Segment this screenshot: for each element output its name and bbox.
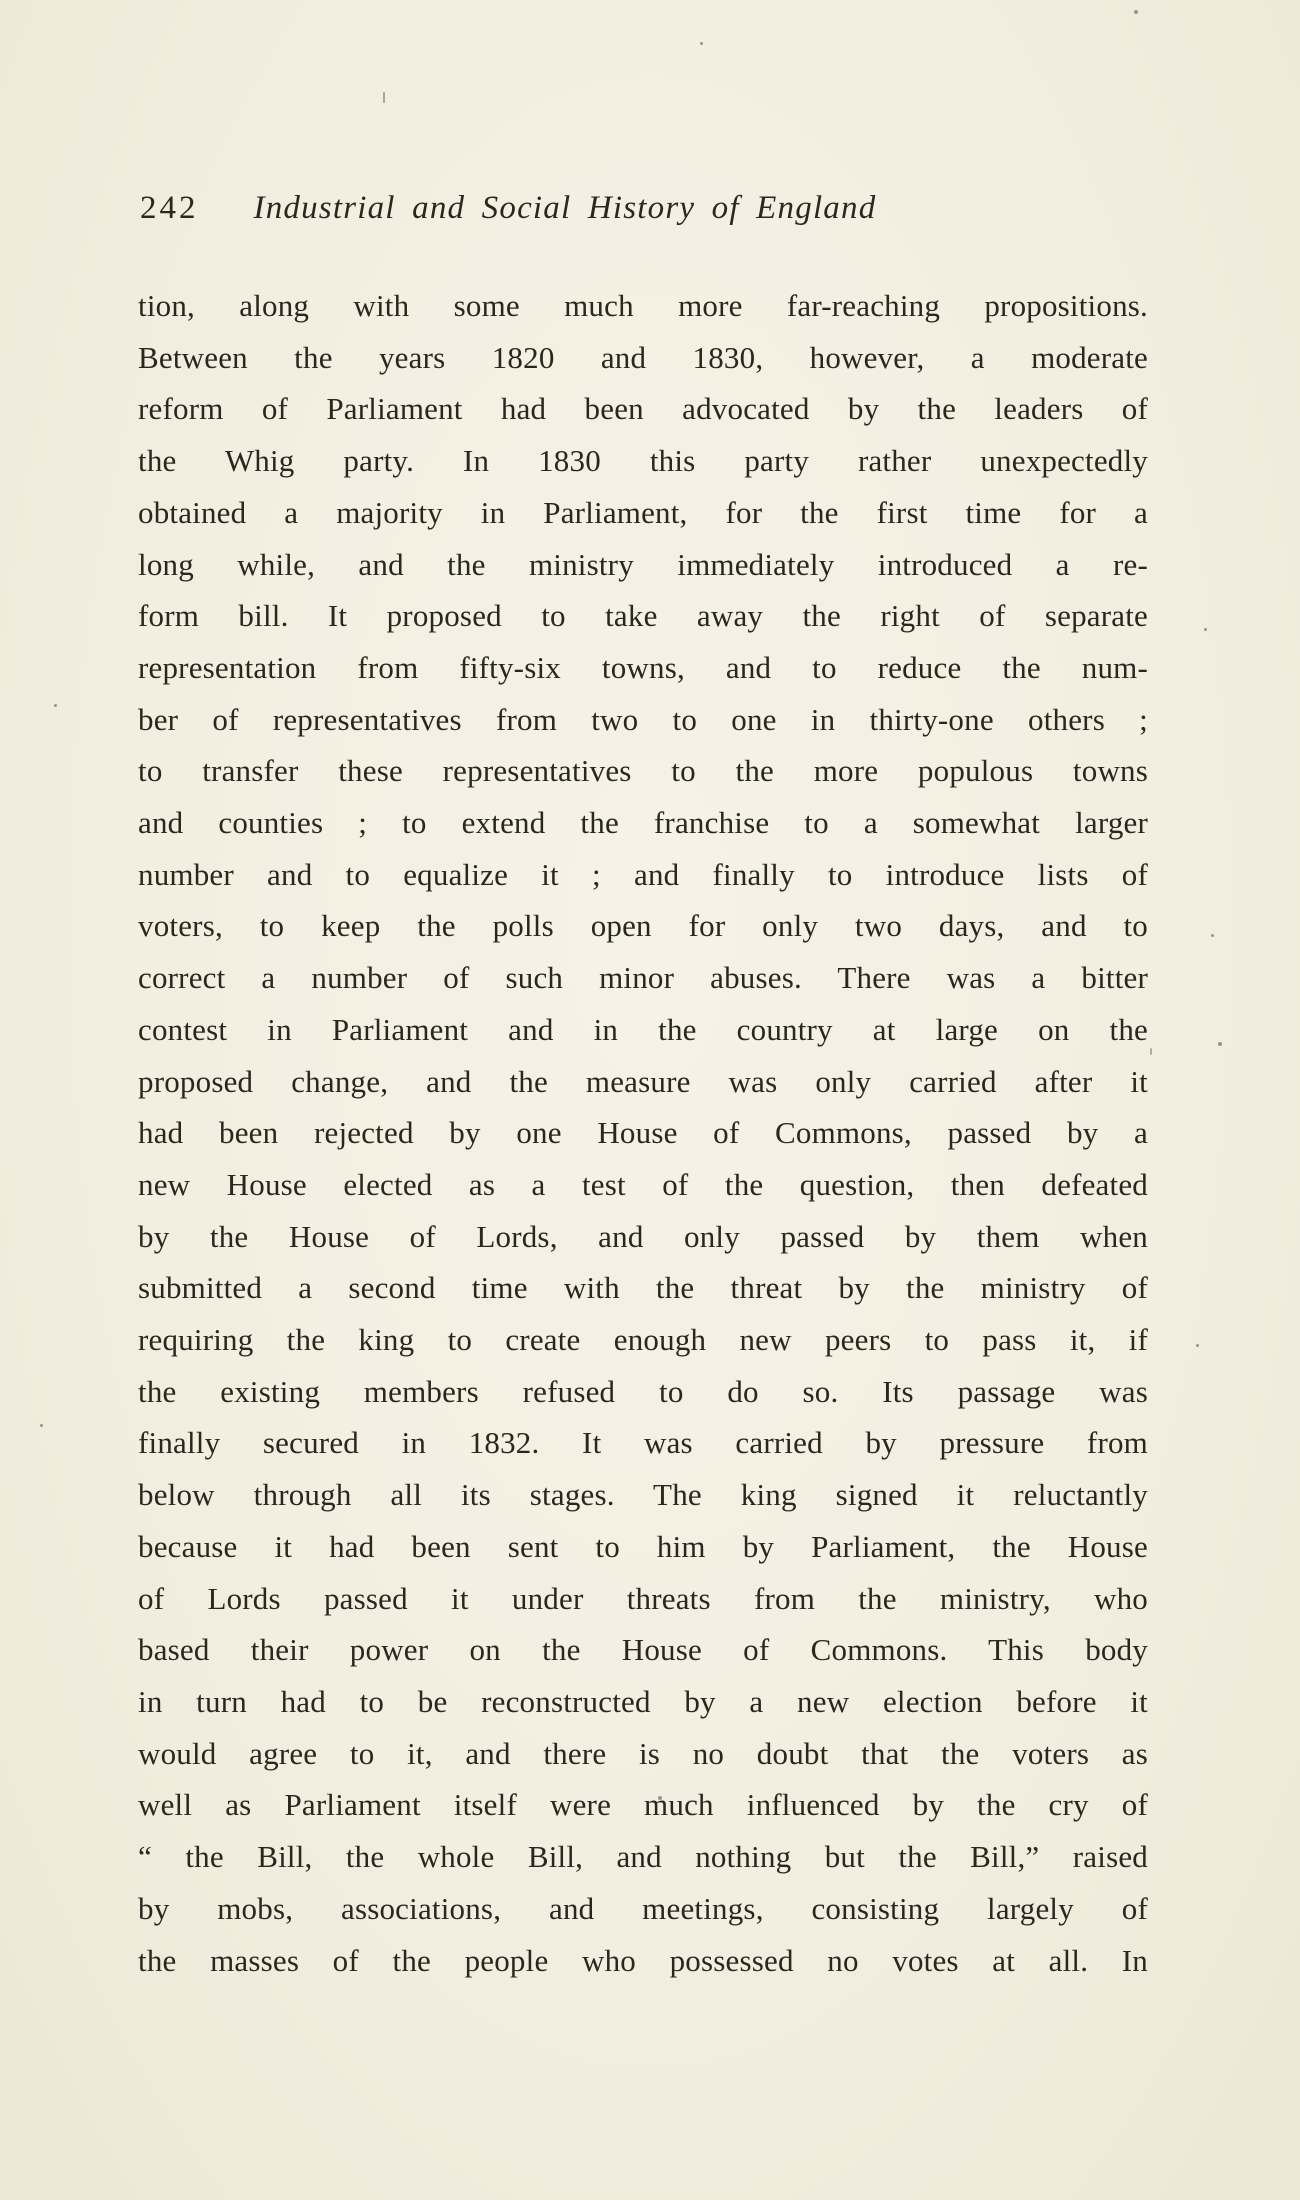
text-line: new House elected as a test of the question, then defeated: [138, 1166, 1148, 1202]
scan-speck: [1218, 1042, 1222, 1046]
scan-speck: [1150, 1048, 1152, 1055]
scan-speck: [383, 92, 385, 103]
text-line: long while, and the ministry immediately introduced a re-: [138, 546, 1148, 582]
text-line: the Whig party. In 1830 this party rather unexpectedly: [138, 443, 1148, 479]
text-line: reform of Parliament had been advocated by the leaders of: [138, 391, 1148, 427]
text-line: in turn had to be reconstructed by a new election before it: [138, 1683, 1148, 1719]
text-line: ber of representatives from two to one in thirty-one others ;: [138, 701, 1148, 737]
text-line: based their power on the House of Commons. This body: [138, 1632, 1148, 1668]
text-line: had been rejected by one House of Commons, passed by a: [138, 1115, 1148, 1151]
text-line: voters, to keep the polls open for only two days, and to: [138, 908, 1148, 944]
page-number: 242: [140, 190, 199, 226]
running-header: [140, 190, 1145, 227]
scan-speck: [40, 1424, 43, 1427]
text-line: form bill. It proposed to take away the right of separate: [138, 598, 1148, 634]
text-line: proposed change, and the measure was only carried after it: [138, 1063, 1148, 1099]
scan-speck: [700, 42, 703, 45]
scan-speck: [1134, 10, 1138, 14]
text-line: representation from fifty-six towns, and to reduce the num-: [138, 649, 1148, 685]
text-line: number and to equalize it ; and finally to introduce lists of: [138, 856, 1148, 892]
text-line: the existing members refused to do so. Its passage was: [138, 1373, 1148, 1409]
text-line: below through all its stages. The king signed it reluctantly: [138, 1477, 1148, 1513]
text-line: “ the Bill, the whole Bill, and nothing but the Bill,” raised: [138, 1839, 1148, 1875]
scan-speck: [54, 704, 57, 707]
text-line: because it had been sent to him by Parliament, the House: [138, 1528, 1148, 1564]
text-line: would agree to it, and there is no doubt that the voters as: [138, 1735, 1148, 1771]
running-title: Industrial and Social History of England: [253, 190, 877, 226]
text-line: Between the years 1820 and 1830, however, a moderate: [138, 339, 1148, 375]
text-line: well as Parliament itself were much influenced by the cry of: [138, 1787, 1148, 1823]
text-line: by mobs, associations, and meetings, consisting largely of: [138, 1890, 1148, 1926]
text-line: and counties ; to extend the franchise to a somewhat larger: [138, 805, 1148, 841]
body-text: [138, 280, 1148, 1986]
scan-speck: [1196, 1344, 1199, 1347]
text-line: obtained a majority in Parliament, for the first time for a: [138, 494, 1148, 530]
text-line: tion, along with some much more far-reaching propositions.: [138, 288, 1148, 323]
scan-speck: [1211, 934, 1214, 937]
text-line: contest in Parliament and in the country at large on the: [138, 1011, 1148, 1047]
text-line: requiring the king to create enough new peers to pass it, if: [138, 1322, 1148, 1358]
text-line: the masses of the people who possessed no votes at all. In: [138, 1942, 1148, 1978]
scan-speck: [1204, 628, 1207, 631]
text-line: submitted a second time with the threat by the ministry of: [138, 1270, 1148, 1306]
text-line: of Lords passed it under threats from the ministry, who: [138, 1580, 1148, 1616]
text-line: by the House of Lords, and only passed by them when: [138, 1218, 1148, 1254]
text-line: finally secured in 1832. It was carried by pressure from: [138, 1425, 1148, 1461]
text-line: to transfer these representatives to the more populous towns: [138, 753, 1148, 789]
text-line: correct a number of such minor abuses. There was a bitter: [138, 960, 1148, 996]
